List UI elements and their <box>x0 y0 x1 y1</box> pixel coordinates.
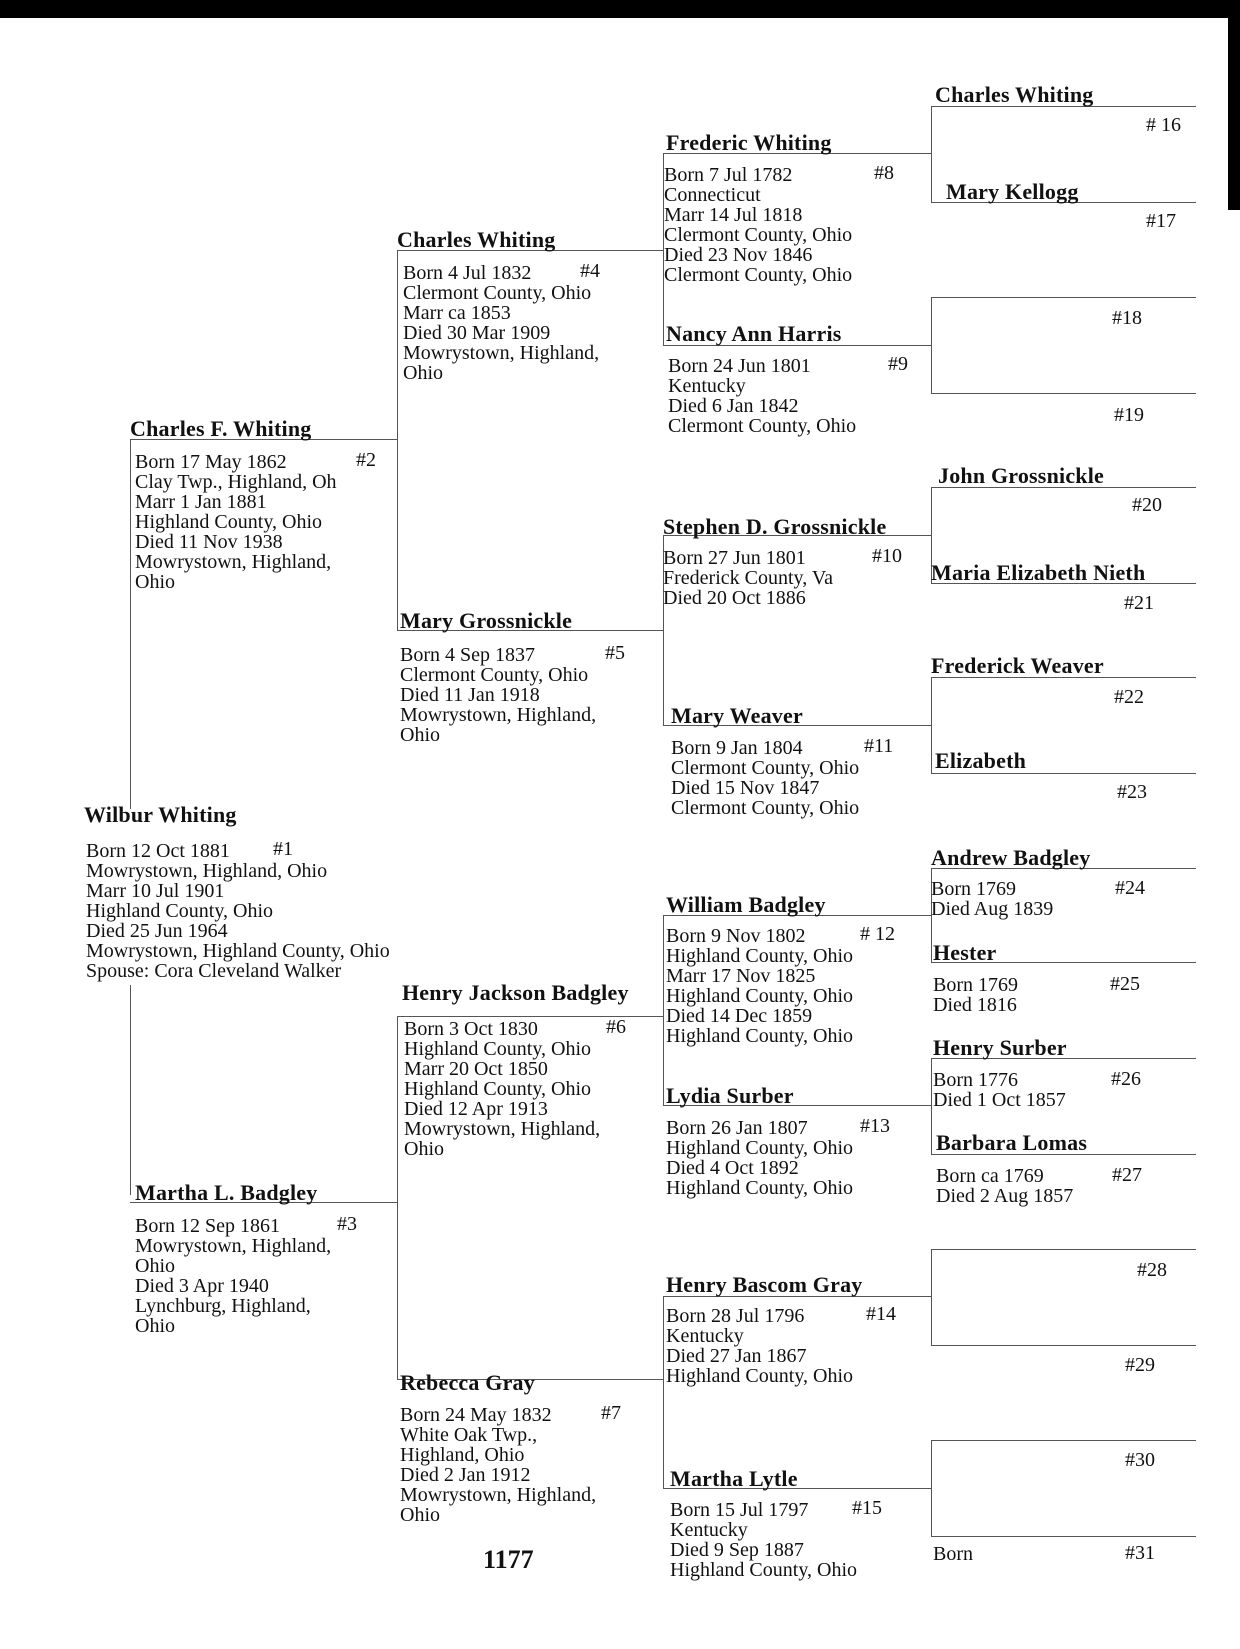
person-10-number: #10 <box>872 545 902 567</box>
person-1-number: #1 <box>273 838 293 860</box>
person-6-name: Henry Jackson Badgley <box>402 980 629 1005</box>
person-2-number: #2 <box>356 449 376 471</box>
person-11-name: Mary Weaver <box>671 703 803 728</box>
person-19-number: #19 <box>1114 404 1144 426</box>
person-21-name: Maria Elizabeth Nieth <box>931 560 1146 585</box>
person-22-name: Frederick Weaver <box>931 653 1104 678</box>
person-26-name: Henry Surber <box>933 1035 1067 1060</box>
person-4-details: Born 4 Jul 1832 Clermont County, Ohio Marr ca 1853 Died 30 Mar 1909 Mowrystown, Highland, Ohio <box>403 262 600 384</box>
person-7-name: Rebecca Gray <box>400 1370 535 1395</box>
person-24-number: #24 <box>1115 877 1145 899</box>
person-3-number: #3 <box>337 1213 357 1235</box>
scan-right-border <box>1228 0 1240 210</box>
person-8-name: Frederic Whiting <box>666 130 832 155</box>
person-13-details: Born 26 Jan 1807 Highland County, Ohio Died 4 Oct 1892 Highland County, Ohio <box>666 1117 854 1199</box>
person-31-number: #31 <box>1125 1542 1155 1564</box>
page-number: 1177 <box>483 1545 534 1574</box>
person-29-number: #29 <box>1125 1354 1155 1376</box>
person-28-number: #28 <box>1137 1259 1167 1281</box>
person-12-name: William Badgley <box>666 892 826 917</box>
scan-top-border <box>0 0 1240 18</box>
person-4-name: Charles Whiting <box>397 227 556 252</box>
person-13-number: #13 <box>860 1115 890 1137</box>
person-11-number: #11 <box>864 735 894 757</box>
person-24-details: Born 1769 Died Aug 1839 <box>931 878 1054 920</box>
person-22-number: #22 <box>1114 686 1144 708</box>
person-16-number: # 16 <box>1146 114 1181 136</box>
person-3-name: Martha L. Badgley <box>135 1180 318 1205</box>
person-15-name: Martha Lytle <box>670 1466 798 1491</box>
person-21-number: #21 <box>1124 592 1154 614</box>
person-20-number: #20 <box>1132 494 1162 516</box>
person-13-name: Lydia Surber <box>666 1083 794 1108</box>
person-27-number: #27 <box>1112 1164 1142 1186</box>
person-6-number: #6 <box>606 1016 626 1038</box>
person-9-name: Nancy Ann Harris <box>666 321 842 346</box>
person-10-name: Stephen D. Grossnickle <box>663 514 887 539</box>
person-30-number: #30 <box>1125 1449 1155 1471</box>
person-14-number: #14 <box>866 1303 896 1325</box>
person-1-name: Wilbur Whiting <box>84 802 237 827</box>
person-5-name: Mary Grossnickle <box>400 608 573 633</box>
person-7-number: #7 <box>601 1402 621 1424</box>
person-7-details: Born 24 May 1832 White Oak Twp., Highland, Ohio Died 2 Jan 1912 Mowrystown, Highland, Ohio <box>400 1404 597 1526</box>
person-24-name: Andrew Badgley <box>931 845 1091 870</box>
person-5-details: Born 4 Sep 1837 Clermont County, Ohio Died 11 Jan 1918 Mowrystown, Highland, Ohio <box>400 644 597 746</box>
person-23-number: #23 <box>1117 781 1147 803</box>
person-14-name: Henry Bascom Gray <box>666 1272 863 1297</box>
person-26-details: Born 1776 Died 1 Oct 1857 <box>933 1069 1066 1111</box>
person-8-details: Born 7 Jul 1782 Connecticut Marr 14 Jul 1818 Clermont County, Ohio Died 23 Nov 1846 Clermont County, Ohio <box>664 164 853 286</box>
person-27-details: Born ca 1769 Died 2 Aug 1857 <box>936 1165 1074 1207</box>
person-15-details: Born 15 Jul 1797 Kentucky Died 9 Sep 1887 Highland County, Ohio <box>670 1499 858 1581</box>
person-4-number: #4 <box>580 260 600 282</box>
person-8-number: #8 <box>874 162 894 184</box>
person-1-details: Born 12 Oct 1881 Mowrystown, Highland, Ohio Marr 10 Jul 1901 Highland County, Ohio Died 25 Jun 1964 Mowrystown, Highland County, Ohio Spouse: Cora Cleveland Walker <box>86 840 390 982</box>
person-3-details: Born 12 Sep 1861 Mowrystown, Highland, Ohio Died 3 Apr 1940 Lynchburg, Highland, Ohio <box>135 1215 332 1337</box>
person-14-details: Born 28 Jul 1796 Kentucky Died 27 Jan 1867 Highland County, Ohio <box>666 1305 854 1387</box>
person-17-number: #17 <box>1146 210 1176 232</box>
person-6-details: Born 3 Oct 1830 Highland County, Ohio Marr 20 Oct 1850 Highland County, Ohio Died 12 Apr 1913 Mowrystown, Highland, Ohio <box>404 1018 601 1160</box>
person-11-details: Born 9 Jan 1804 Clermont County, Ohio Died 15 Nov 1847 Clermont County, Ohio <box>671 737 860 819</box>
person-31-details: Born <box>933 1543 973 1565</box>
person-17-name: Mary Kellogg <box>946 179 1079 204</box>
person-26-number: #26 <box>1111 1068 1141 1090</box>
person-27-name: Barbara Lomas <box>936 1130 1088 1155</box>
person-12-details: Born 9 Nov 1802 Highland County, Ohio Marr 17 Nov 1825 Highland County, Ohio Died 14 Dec 1859 Highland County, Ohio <box>666 925 854 1047</box>
person-18-number: #18 <box>1112 307 1142 329</box>
person-2-name: Charles F. Whiting <box>130 416 312 441</box>
person-12-number: # 12 <box>860 923 895 945</box>
person-20-name: John Grossnickle <box>938 463 1104 488</box>
person-9-details: Born 24 Jun 1801 Kentucky Died 6 Jan 1842 Clermont County, Ohio <box>668 355 857 437</box>
person-25-number: #25 <box>1110 973 1140 995</box>
person-9-number: #9 <box>888 353 908 375</box>
person-16-name: Charles Whiting <box>935 82 1094 107</box>
person-15-number: #15 <box>852 1497 882 1519</box>
person-2-details: Born 17 May 1862 Clay Twp., Highland, Oh Marr 1 Jan 1881 Highland County, Ohio Died 11 Nov 1938 Mowrystown, Highland, Ohio <box>135 451 337 593</box>
person-25-details: Born 1769 Died 1816 <box>933 974 1018 1016</box>
person-25-name: Hester <box>933 940 997 965</box>
person-10-details: Born 27 Jun 1801 Frederick County, Va Died 20 Oct 1886 <box>663 547 833 609</box>
person-23-name: Elizabeth <box>935 748 1027 773</box>
person-5-number: #5 <box>605 642 625 664</box>
